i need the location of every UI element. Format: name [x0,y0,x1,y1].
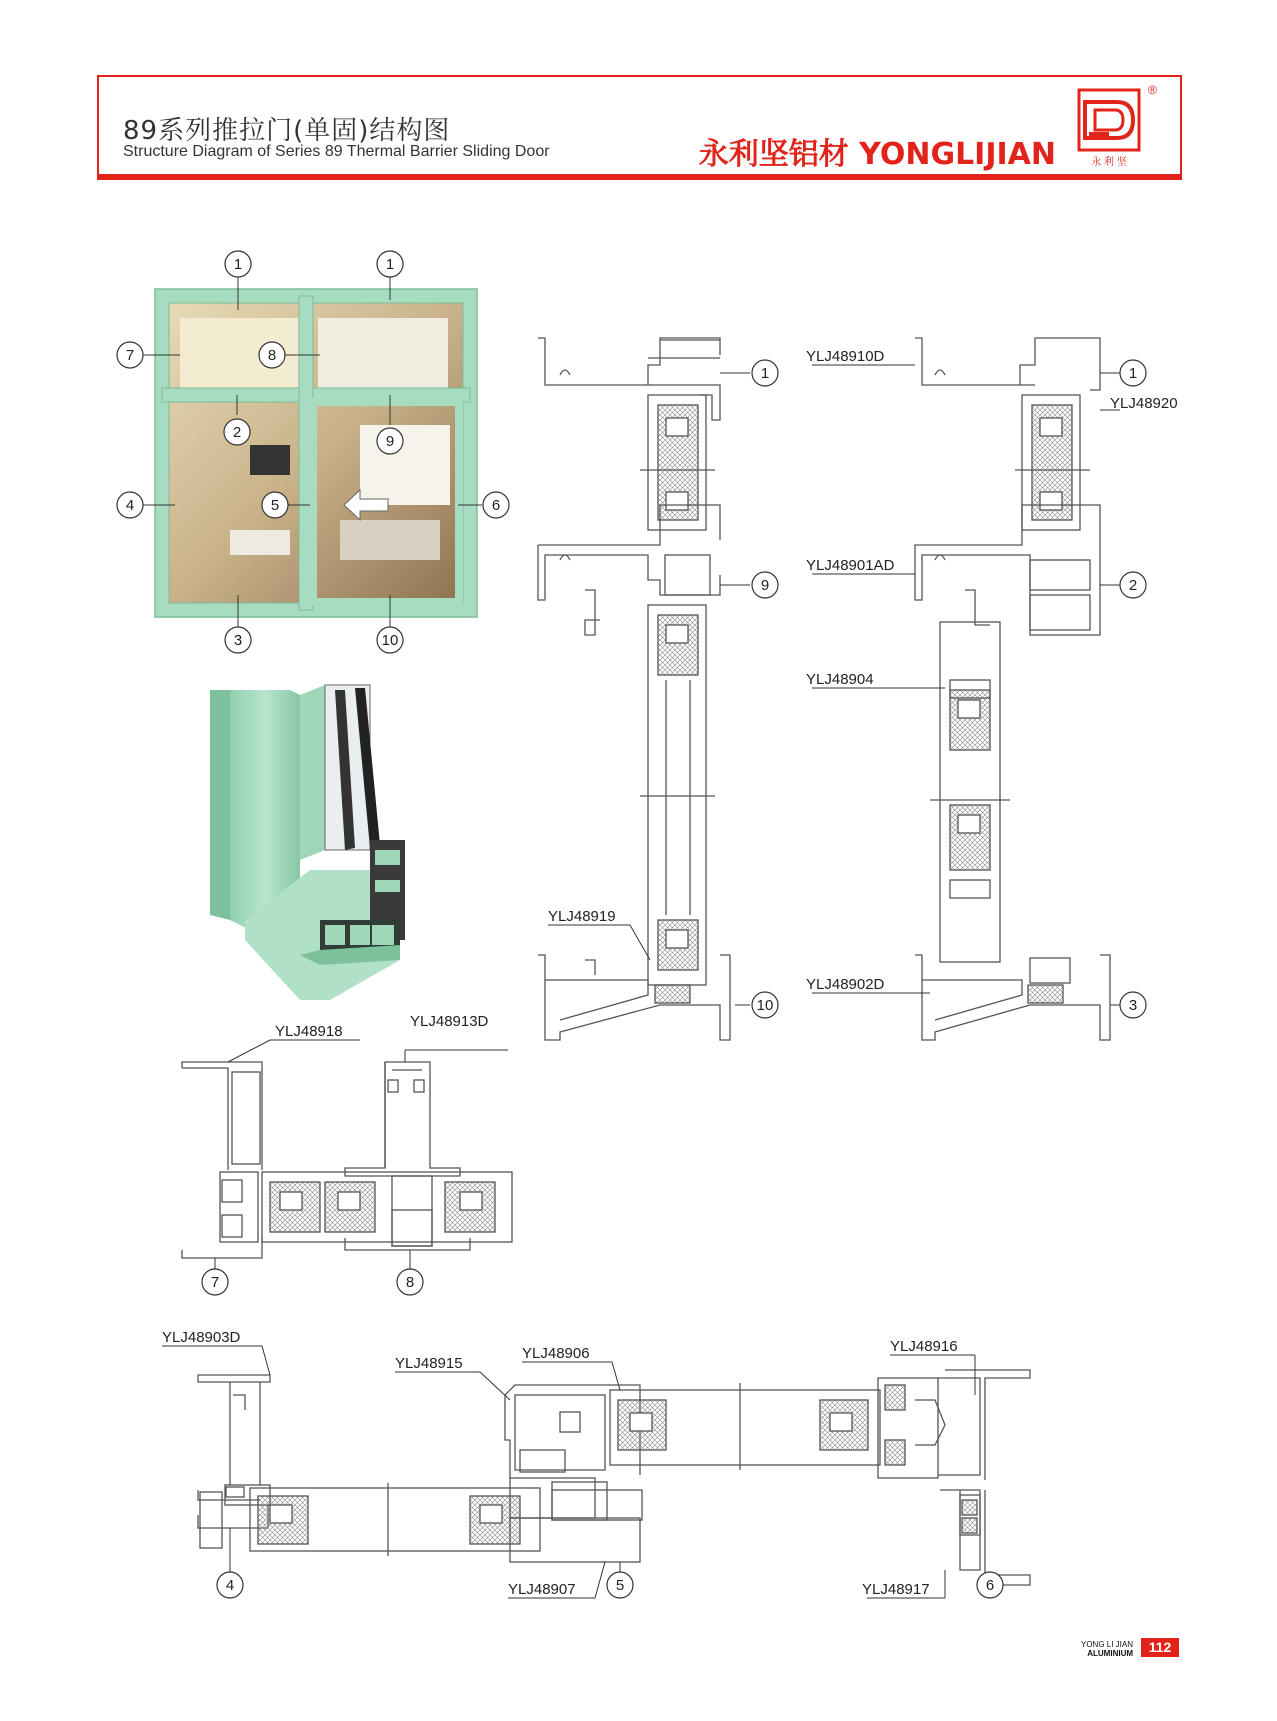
callout-3: 3 [233,632,243,649]
label-ylj48920: YLJ48920 [1110,395,1178,412]
fixed-marker-7: 7 [210,1274,220,1291]
label-ylj48910d: YLJ48910D [806,348,885,365]
horizontal-marker-5: 5 [615,1577,625,1594]
label-ylj48907: YLJ48907 [508,1581,576,1598]
fixed-section [182,1040,512,1270]
label-ylj48902d: YLJ48902D [806,976,885,993]
section-right-marker-3: 3 [1128,997,1138,1014]
callout-10: 10 [381,632,399,649]
fixed-marker-8: 8 [405,1274,415,1291]
label-ylj48903d: YLJ48903D [162,1329,241,1346]
horizontal-marker-6: 6 [985,1577,995,1594]
callout-2: 2 [232,424,242,441]
label-ylj48906: YLJ48906 [522,1345,590,1362]
callout-8: 8 [267,347,277,364]
label-ylj48918: YLJ48918 [275,1023,343,1040]
label-ylj48919: YLJ48919 [548,908,616,925]
registered-mark: ® [1148,83,1157,97]
label-ylj48917: YLJ48917 [862,1581,930,1598]
section-left-marker-9: 9 [760,577,770,594]
title-english: Structure Diagram of Series 89 Thermal Barrier Sliding Door [123,143,550,160]
section-right-marker-2: 2 [1128,577,1138,594]
window-elevation [155,289,477,617]
horizontal-section [162,1346,1030,1598]
logo-caption: 永 利 坚 [1091,157,1127,168]
label-ylj48915: YLJ48915 [395,1355,463,1372]
label-ylj48913d: YLJ48913D [410,1013,489,1030]
label-ylj48916: YLJ48916 [890,1338,958,1355]
brand-name: 永利坚铝材 YONGLIJIAN [698,137,1056,172]
callout-6: 6 [491,497,501,514]
section-left-marker-10: 10 [756,997,774,1014]
callout-9: 9 [385,433,395,450]
footer-line-1: YONG LI JIAN [1081,1640,1134,1649]
label-ylj48901ad: YLJ48901AD [806,557,895,574]
callout-7: 7 [125,347,135,364]
section-left-marker-1: 1 [760,365,770,382]
label-ylj48904: YLJ48904 [806,671,874,688]
vertical-section-right [812,338,1120,1040]
section-right-marker-1: 1 [1128,365,1138,382]
callout-5: 5 [270,497,280,514]
vertical-section-left [538,338,750,1040]
title-chinese: 89系列推拉门(单固)结构图 [123,116,451,146]
footer-brand [1081,1640,1133,1658]
callout-1b: 1 [385,256,395,273]
horizontal-marker-4: 4 [225,1577,235,1594]
callout-4: 4 [125,497,135,514]
page-number: 112 [1141,1638,1179,1657]
footer-line-2: ALUMINIUM [1087,1649,1134,1658]
callout-1a: 1 [233,256,243,273]
corner-profile-3d [210,685,405,1000]
